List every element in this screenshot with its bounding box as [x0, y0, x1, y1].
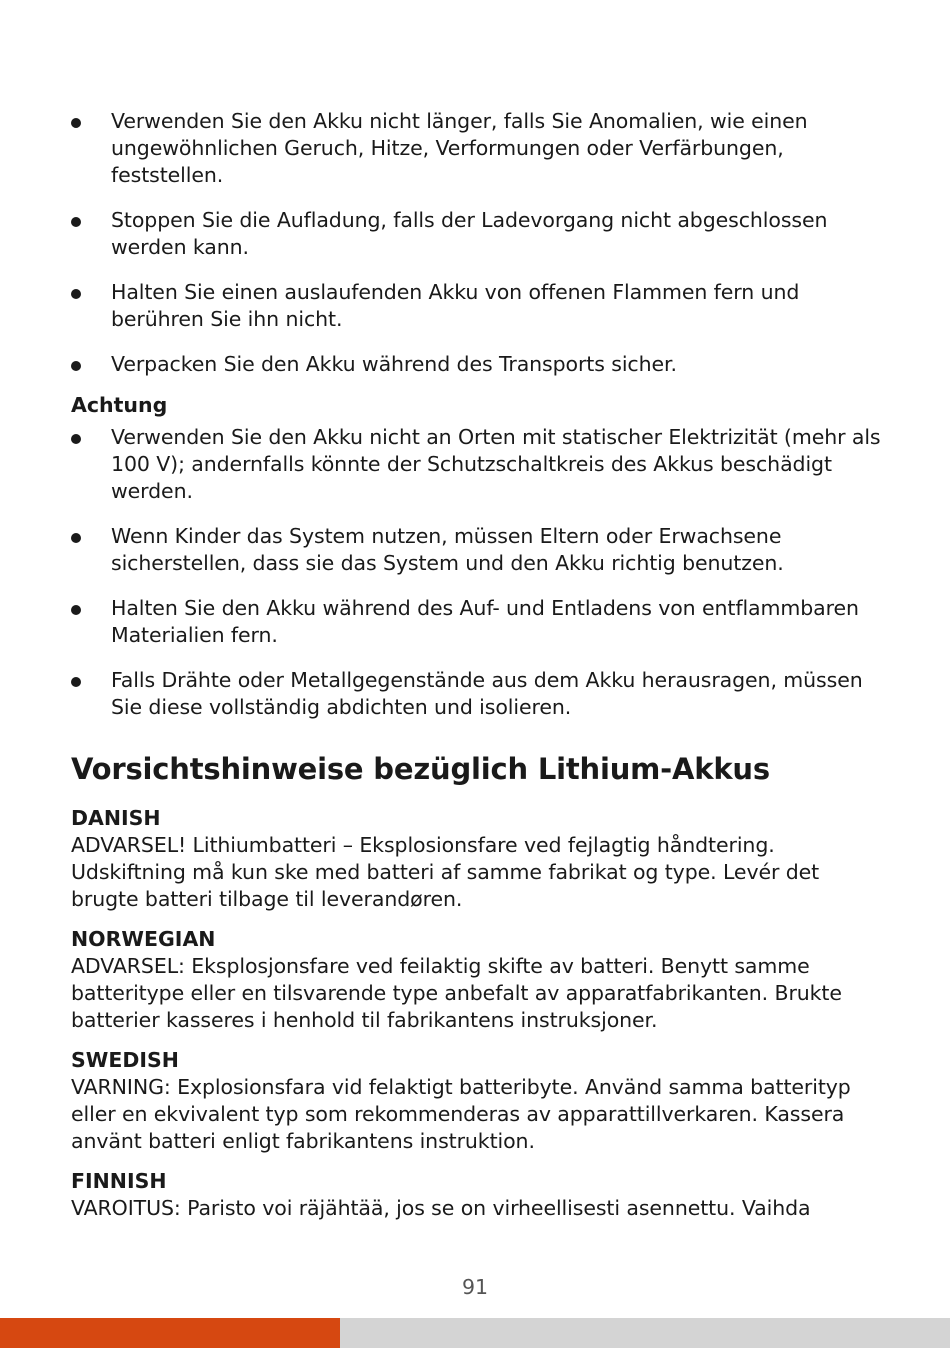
- language-warning-text: ADVARSEL! Lithiumbatteri – Eksplosionsfare ved fejlagtig håndtering. Udskiftning må kun ske med batteri af samme fabrikat og type. Levér det brugte batteri tilbage til leverandøren.: [71, 833, 820, 911]
- list-item-text: Verpacken Sie den Akku während des Transports sicher.: [111, 352, 677, 376]
- language-name: SWEDISH: [71, 1048, 179, 1072]
- language-name: NORWEGIAN: [71, 927, 216, 951]
- language-warning-text: ADVARSEL: Eksplosjonsfare ved feilaktig skifte av batteri. Benytt samme batteritype eller en tilsvarende type anbefalt av apparatfabrikanten. Brukte batterier kasseres i henhold til fabrikantens instruksjoner.: [71, 954, 842, 1032]
- footer-accent-bar: [0, 1318, 340, 1348]
- section-title: Vorsichtshinweise bezüglich Lithium-Akkus: [71, 752, 770, 786]
- list-item: [71, 595, 886, 649]
- bullet-list-battery-usage: [71, 108, 886, 378]
- list-item-text: Falls Drähte oder Metallgegenstände aus dem Akku herausragen, müssen Sie diese vollständig abdichten und isolieren.: [111, 668, 863, 719]
- language-warning-text: VARNING: Explosionsfara vid felaktigt batteribyte. Använd samma batterityp eller en ekvivalent typ som rekommenderas av apparattillverkaren. Kassera använt batteri enligt fabrikantens instruktion.: [71, 1075, 851, 1153]
- bullet-icon: [71, 533, 81, 543]
- bullet-icon: [71, 677, 81, 687]
- list-item: [71, 351, 886, 378]
- language-block-norwegian: [71, 926, 886, 1034]
- language-name: FINNISH: [71, 1169, 167, 1193]
- bullet-icon: [71, 434, 81, 444]
- list-item: [71, 279, 886, 333]
- page-number: 91: [461, 1275, 489, 1299]
- bullet-list-caution: [71, 424, 886, 721]
- bullet-icon: [71, 605, 81, 615]
- bullet-icon: [71, 118, 81, 128]
- list-item-text: Halten Sie den Akku während des Auf- und Entladens von entflammbaren Materialien fern.: [111, 596, 859, 647]
- list-item: [71, 424, 886, 505]
- language-name: DANISH: [71, 806, 161, 830]
- bullet-icon: [71, 217, 81, 227]
- language-block-swedish: [71, 1047, 886, 1155]
- footer-gray-bar: [340, 1318, 950, 1348]
- list-item-text: Wenn Kinder das System nutzen, müssen Eltern oder Erwachsene sicherstellen, dass sie das System und den Akku richtig benutzen.: [111, 524, 784, 575]
- list-item: [71, 108, 886, 189]
- list-item-text: Verwenden Sie den Akku nicht länger, falls Sie Anomalien, wie einen ungewöhnlichen Geruch, Hitze, Verformungen oder Verfärbungen, feststellen.: [111, 109, 808, 187]
- page-content: [71, 108, 886, 1235]
- language-warning-text: VAROITUS: Paristo voi räjähtää, jos se on virheellisesti asennettu. Vaihda: [71, 1196, 811, 1220]
- language-block-danish: [71, 805, 886, 913]
- bullet-icon: [71, 289, 81, 299]
- list-item: [71, 523, 886, 577]
- list-item-text: Halten Sie einen auslaufenden Akku von offenen Flammen fern und berühren Sie ihn nicht.: [111, 280, 800, 331]
- bullet-icon: [71, 361, 81, 371]
- list-item: [71, 667, 886, 721]
- list-item-text: Stoppen Sie die Aufladung, falls der Ladevorgang nicht abgeschlossen werden kann.: [111, 208, 828, 259]
- list-item: [71, 207, 886, 261]
- language-block-finnish: [71, 1168, 886, 1222]
- list-item-text: Verwenden Sie den Akku nicht an Orten mit statischer Elektrizität (mehr als 100 V); andernfalls könnte der Schutzschaltkreis des Akkus beschädigt werden.: [111, 425, 881, 503]
- caution-heading: Achtung: [71, 393, 168, 417]
